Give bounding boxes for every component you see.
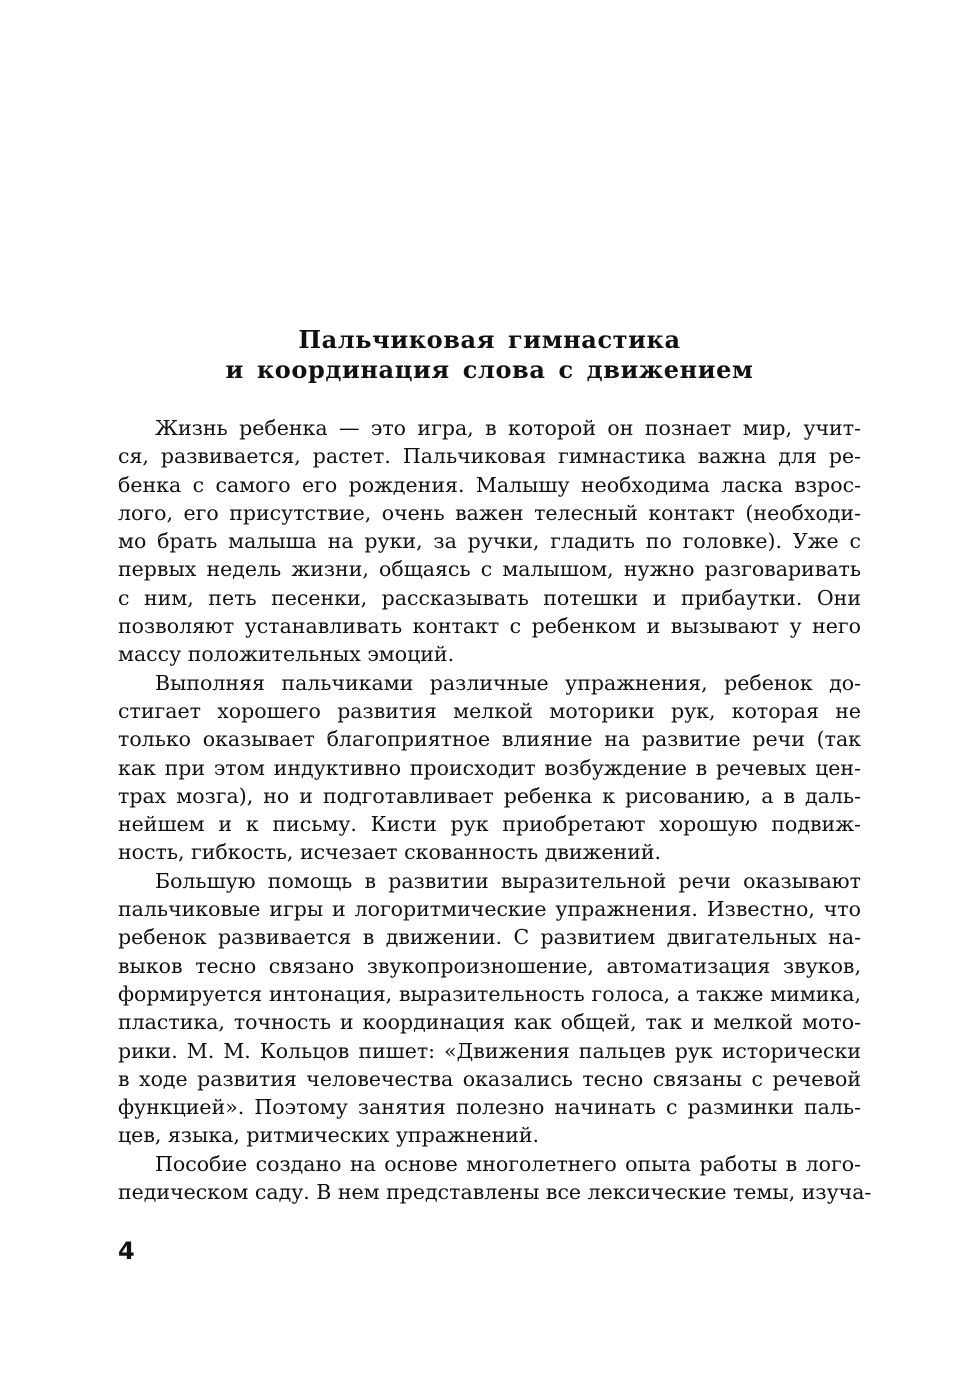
text-line: Жизнь ребенка — это игра, в которой он познает мир, учит- <box>155 416 861 440</box>
text-line: Большую помощь в развитии выразительной речи оказывают <box>155 868 861 893</box>
body-text <box>118 414 872 1206</box>
text-line: бенка с самого его рождения. Малышу необходима ласка взрос- <box>118 472 861 497</box>
text-line: рики. М. М. Кольцов пишет: «Движения пальцев рук исторически <box>118 1038 861 1063</box>
text-line: стигает хорошего развития мелкой моторики рук, которая не <box>118 698 861 723</box>
text-line: лого, его присутствие, очень важен телесный контакт (необходи- <box>118 500 861 525</box>
chapter-heading <box>118 325 861 385</box>
text-line: с ним, петь песенки, рассказывать потешки и прибаутки. Они <box>118 585 861 610</box>
text-line: в ходе развития человечества оказались тесно связаны с речевой <box>118 1066 861 1091</box>
text-line: только оказывает благоприятное влияние на развитие речи (так <box>118 727 861 752</box>
text-line: нейшем и к письму. Кисти рук приобретают хорошую подвиж- <box>118 812 861 837</box>
text-line: функцией». Поэтому занятия полезно начинать с разминки паль- <box>118 1095 861 1120</box>
text-line: ребенок развивается в движении. С развитием двигательных на- <box>118 925 861 950</box>
text-line: пальчиковые игры и логоритмические упражнения. Известно, что <box>118 897 861 922</box>
text-line: Выполняя пальчиками различные упражнения, ребенок до- <box>155 670 861 695</box>
text-line: массу положительных эмоций. <box>118 642 455 667</box>
text-line: позволяют устанавливать контакт с ребенком и вызывают у него <box>118 614 861 639</box>
text-line: формируется интонация, выразительность голоса, а также мимика, <box>118 981 861 1006</box>
text-line: Пособие создано на основе многолетнего опыта работы в лого- <box>155 1151 861 1176</box>
text-line: трах мозга), но и подготавливает ребенка к рисованию, а в даль- <box>118 783 861 808</box>
heading-line-2: и координация слова с движением <box>225 355 754 384</box>
text-line: как при этом индуктивно происходит возбуждение в речевых цен- <box>118 755 861 780</box>
text-line: ся, развивается, растет. Пальчиковая гимнастика важна для ре- <box>118 444 861 469</box>
text-line: цев, языка, ритмических упражнений. <box>118 1123 540 1148</box>
text-line: мо брать малыша на руки, за ручки, гладить по головке). Уже с <box>118 529 861 554</box>
text-line: первых недель жизни, общаясь с малышом, нужно разговаривать <box>118 557 861 582</box>
text-line: педическом саду. В нем представлены все лексические темы, изуча- <box>118 1180 872 1205</box>
text-line: выков тесно связано звукопроизношение, автоматизация звуков, <box>118 953 861 978</box>
heading-line-1: Пальчиковая гимнастика <box>298 325 681 354</box>
text-line: ность, гибкость, исчезает скованность движений. <box>118 840 662 865</box>
text-line: пластика, точность и координация как общей, так и мелкой мото- <box>118 1010 861 1035</box>
page-number: 4 <box>118 1237 135 1265</box>
